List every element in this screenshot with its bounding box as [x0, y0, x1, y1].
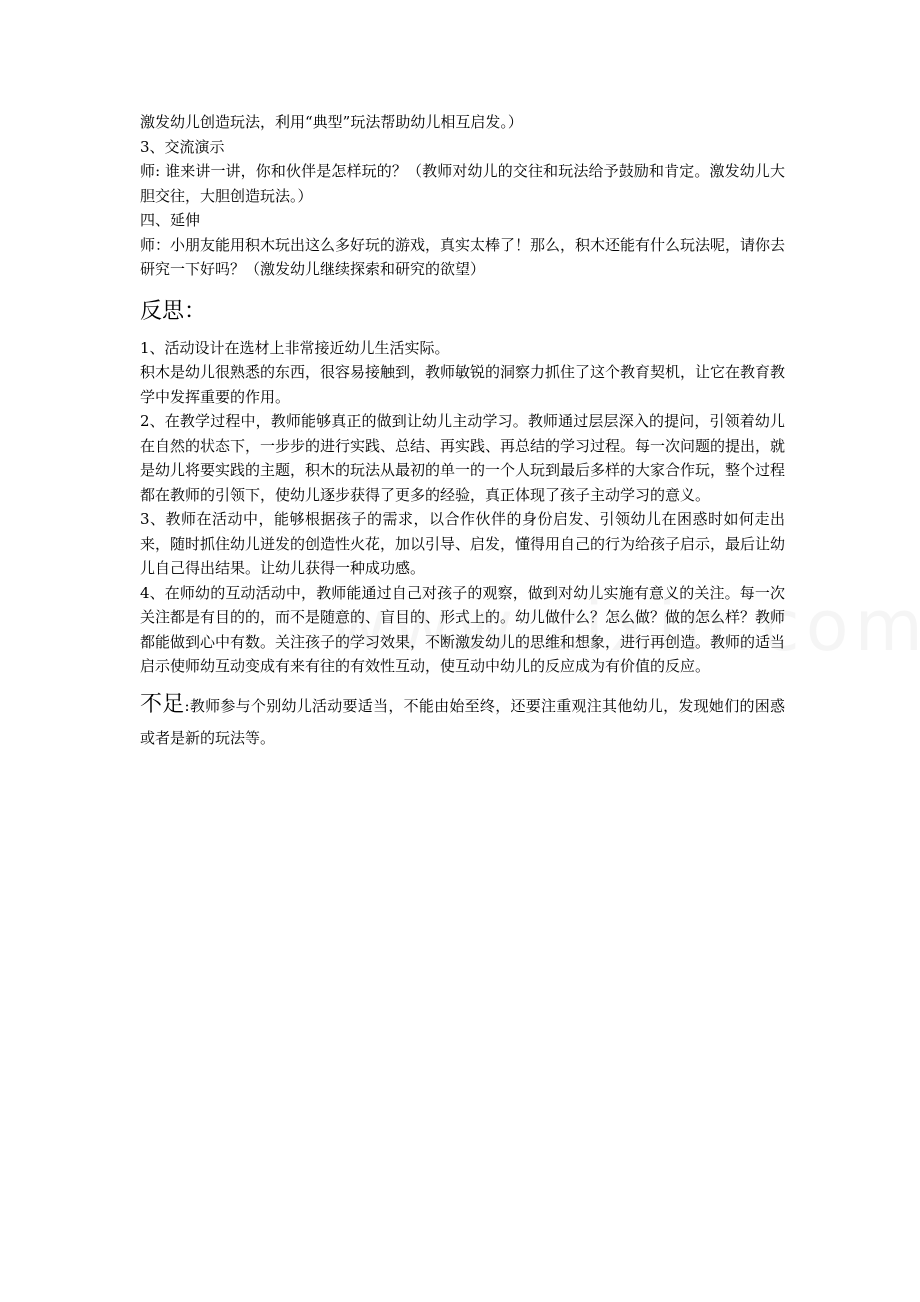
subsection-heading-exchange: 3、交流演示 [140, 137, 225, 156]
shortfall-paragraph [140, 689, 785, 754]
reflection-paragraph-blocks: 积木是幼儿很熟悉的东西，很容易接触到，教师敏锐的洞察力抓住了这个教育契机，让它在教育教学中发挥重要的作用。 [140, 363, 786, 406]
section-heading-extension: 四、延伸 [140, 211, 201, 229]
reflection-point-4: 4、在师幼的互动活动中，教师能通过自己对孩子的观察，做到对幼儿实施有意义的关注。每一次关注都是有目的的，而不是随意的、盲目的、形式上的。幼儿做什么？怎么做？做的怎么样？教师都能做到心中有数。关注孩子的学习效果，不断激发幼儿的思维和想象，进行再创造。教师的适当启示使师幼互动变成有来有往的有效性互动，使互动中幼儿的反应成为有价值的反应。 [140, 583, 786, 675]
reflection-point-2: 2、在教学过程中，教师能够真正的做到让幼儿主动学习。教师通过层层深入的提问，引领着幼儿在自然的状态下，一步步的进行实践、总结、再实践、再总结的学习过程。每一次问题的提出，就是幼儿将要实践的主题，积木的玩法从最初的单一的一个人玩到最后多样的大家合作玩，整个过程都在教师的引领下，使幼儿逐步获得了更多的经验，真正体现了孩子主动学习的意义。 [140, 412, 786, 504]
shortfall-text: :教师参与个别幼儿活动要适当，不能由始至终，还要注重观注其他幼儿，发现她们的困惑或者是新的玩法等。 [140, 696, 785, 747]
shortfall-heading: 不足 [140, 691, 185, 717]
reflection-point-3: 3、教师在活动中，能够根据孩子的需求，以合作伙伴的身份启发、引领幼儿在困惑时如何走出来，随时抓住幼儿迸发的创造性火花，加以引导、启发，懂得用自己的行为给孩子启示，最后让幼儿自己得出结果。让幼儿获得一种成功感。 [140, 510, 786, 577]
paragraph-line-1: 激发幼儿创造玩法，利用“典型”玩法帮助幼儿相互启发。） [140, 113, 523, 131]
paragraph-teacher-question: 师: 谁来讲一讲，你和伙伴是怎样玩的？（教师对幼儿的交往和玩法给予鼓励和肯定。激发幼儿大胆交往，大胆创造玩法。） [140, 162, 785, 205]
paragraph-extension: 师：小朋友能用积木玩出这么多好玩的游戏，真实太棒了！那么，积木还能有什么玩法呢，请你去研究一下好吗？（激发幼儿继续探索和研究的欲望） [140, 235, 786, 278]
reflection-point-1: 1、活动设计在选材上非常接近幼儿生活实际。 [140, 338, 450, 357]
document-body [140, 110, 785, 754]
section-title-reflection: 反思： [140, 298, 207, 324]
